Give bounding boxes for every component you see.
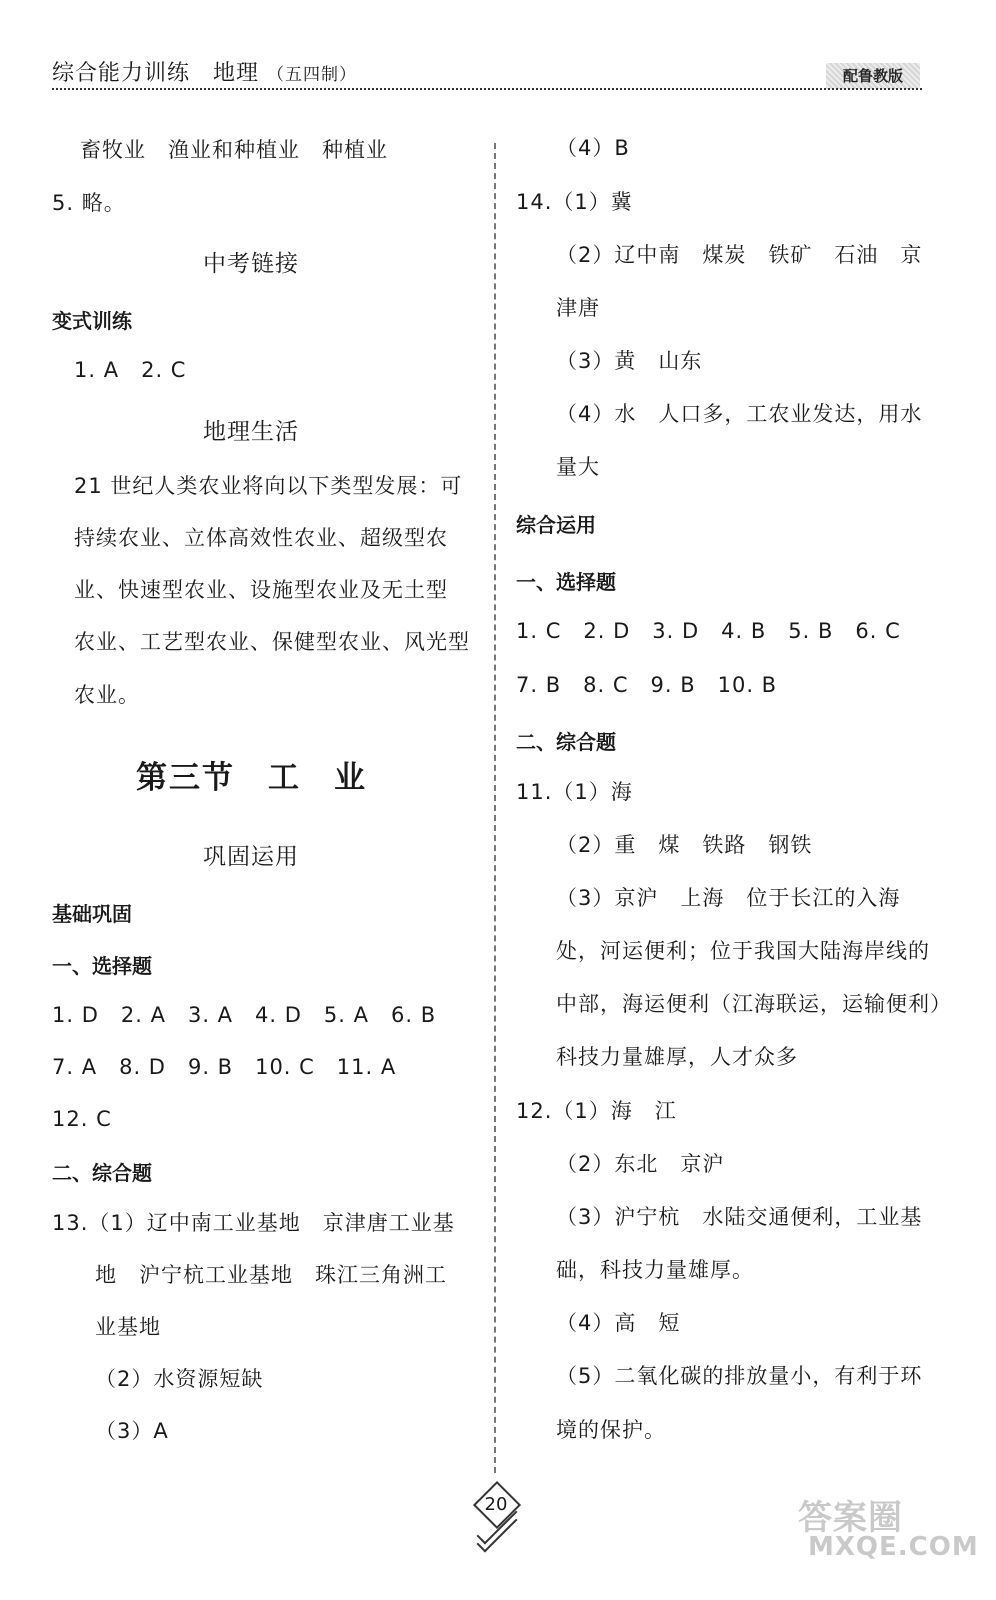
paragraph-line: 业、快速型农业、设施型农业及无土型 — [74, 578, 448, 602]
watermark-logo: 答案圈 — [798, 1498, 903, 1538]
section-heading-dili: 地理生活 — [203, 419, 299, 445]
answer-line: （3）沪宁杭 水陆交通便利，工业基 — [556, 1205, 923, 1229]
answer-line: （3）A — [95, 1419, 169, 1443]
answer-line: （2）水资源短缺 — [95, 1367, 264, 1391]
subsection-label: 综合运用 — [516, 513, 596, 537]
header-divider — [52, 88, 922, 90]
question-type-label: 一、选择题 — [52, 954, 152, 978]
answer-line: （4）水 人口多，工农业发达，用水 — [556, 402, 923, 426]
edition-badge: 配鲁教版 — [826, 63, 920, 89]
answer-line: 1. C 2. D 3. D 4. B 5. B 6. C — [516, 619, 901, 643]
answer-line: 12.（1）海 江 — [516, 1099, 677, 1123]
page-number: 20 — [484, 1494, 508, 1515]
answer-line: 5. 略。 — [52, 191, 126, 215]
paragraph-line: 持续农业、立体高效性农业、超级型农 — [74, 526, 448, 550]
answer-line: （3）黄 山东 — [556, 349, 703, 373]
paragraph-line: 农业。 — [74, 683, 140, 707]
answer-line: 1. D 2. A 3. A 4. D 5. A 6. B — [52, 1003, 437, 1027]
answer-line: 7. A 8. D 9. B 10. C 11. A — [52, 1055, 397, 1079]
answer-line: （4）B — [556, 136, 630, 160]
question-type-label: 一、选择题 — [516, 570, 616, 594]
answer-line: 1. A 2. C — [74, 358, 187, 382]
question-type-label: 二、综合题 — [52, 1161, 152, 1185]
watermark-url: MXQE.COM — [808, 1532, 979, 1562]
subsection-label: 基础巩固 — [52, 902, 132, 926]
answer-line: 12. C — [52, 1107, 112, 1131]
answer-line: （2）重 煤 铁路 钢铁 — [556, 833, 813, 857]
answer-line: 13.（1）辽中南工业基地 京津唐工业基 — [52, 1211, 455, 1235]
answer-line: （5）二氧化碳的排放量小，有利于环 — [556, 1364, 923, 1388]
answer-line: 中部，海运便利（江海联运，运输便利） — [556, 992, 952, 1016]
answer-line: 畜牧业 渔业和种植业 种植业 — [80, 138, 388, 162]
answer-line: 处，河运便利；位于我国大陆海岸线的 — [556, 939, 930, 963]
answer-line: （3）京沪 上海 位于长江的入海 — [556, 886, 901, 910]
answer-line: 境的保护。 — [556, 1418, 666, 1442]
paragraph-line: 农业、工艺型农业、保健型农业、风光型 — [74, 630, 470, 654]
answer-line: （2）东北 京沪 — [556, 1152, 725, 1176]
answer-line: 科技力量雄厚，人才众多 — [556, 1045, 798, 1069]
question-type-label: 二、综合题 — [516, 730, 616, 754]
book-title: 综合能力训练 地理 — [52, 61, 260, 86]
answer-line: （2）辽中南 煤炭 铁矿 石油 京 — [556, 243, 923, 267]
chapter-title: 第三节 工 业 — [136, 760, 367, 796]
answer-line: （4）高 短 — [556, 1311, 681, 1335]
answer-line: 业基地 — [95, 1315, 161, 1339]
answer-line: 础，科技力量雄厚。 — [556, 1258, 754, 1282]
answer-line: 地 沪宁杭工业基地 珠江三角洲工 — [95, 1263, 447, 1287]
page-number-badge — [466, 1484, 526, 1544]
paragraph-line: 21 世纪人类农业将向以下类型发展：可 — [74, 474, 463, 498]
answer-line: 津唐 — [556, 296, 600, 320]
header-title — [52, 56, 357, 87]
answer-line: 量大 — [556, 455, 600, 479]
column-divider — [494, 143, 496, 1473]
answer-line: 11.（1）海 — [516, 780, 633, 804]
section-heading-gonggu: 巩固运用 — [203, 844, 299, 870]
subsection-label: 变式训练 — [52, 309, 132, 333]
section-heading-zhongkao: 中考链接 — [203, 251, 299, 277]
answer-line: 7. B 8. C 9. B 10. B — [516, 673, 778, 697]
answer-line: 14.（1）冀 — [516, 190, 633, 214]
edition-label: （五四制） — [267, 65, 358, 85]
